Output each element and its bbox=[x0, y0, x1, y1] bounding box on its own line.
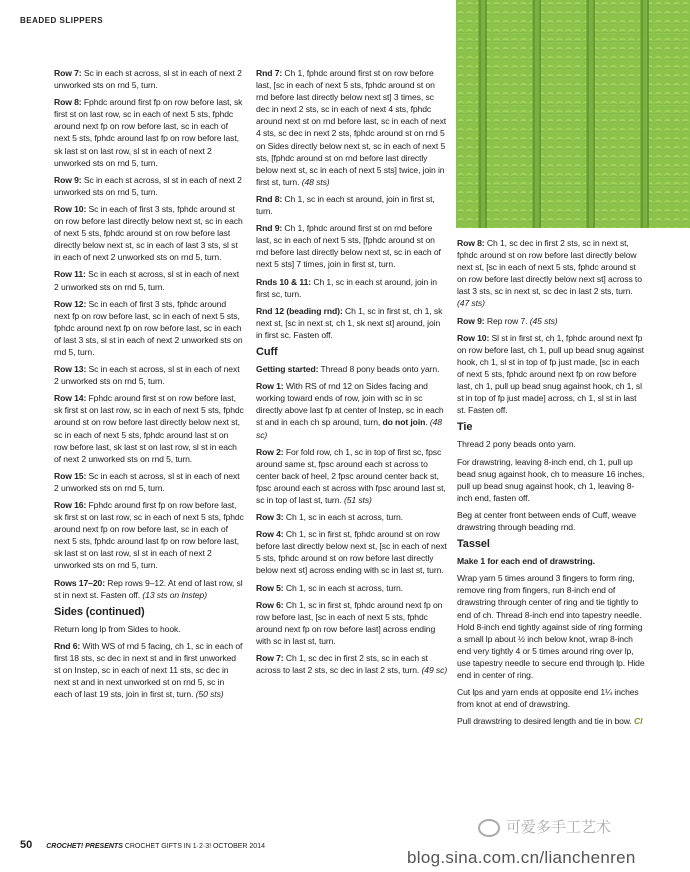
instruction-label: Row 5: bbox=[256, 582, 284, 593]
instruction-paragraph bbox=[256, 380, 448, 440]
instruction-label: Row 14: bbox=[54, 393, 87, 404]
instruction-paragraph bbox=[54, 203, 244, 263]
instruction-label: Row 16: bbox=[54, 500, 87, 510]
instruction-paragraph bbox=[256, 599, 448, 647]
instruction-label: Row 8: bbox=[457, 238, 485, 248]
instruction-paragraph bbox=[256, 528, 448, 576]
instruction-paragraph bbox=[54, 577, 244, 601]
instruction-label: Row 7: bbox=[54, 68, 82, 78]
instruction-text: Ch 1, fphdc around first st on row before last, [sc in each of next 5 sts, fphdc around st on rnd before last directly below next st] 3 times, sc dec in next 2 sts, sc in each of next 4 sts, fphdc around next st on rnd before last, sc in each of next 4 sts, sc dec in next 2 sts, fphdc around st on rnd 5 on Sides directly below next st, sc in each of next 5 sts, [fphdc around st on rnd before last directly below next st, sc in each of next 5 sts] twice, join in first st, turn. bbox=[256, 68, 447, 187]
instruction-text: Ch 1, sc dec in first 2 sts, sc in next st, fphdc around st on row before last directly below next st, [sc in each of next 5 sts, fphdc around st on row before last directly below next st] across to last 3 sts, sc in next st, sc dec in last 2 sts, turn. bbox=[457, 238, 642, 297]
section-heading: Tassel bbox=[457, 538, 490, 551]
instruction-text: With WS of rnd 5 facing, ch 1, sc in each of first 18 sts, sc dec in next st and in first unworked st on Instep, sc in each of next 11 sts, sc dec in next st and in next unworked st on rnd 5, sc in each of last 19 sts, join in first st, turn. bbox=[54, 640, 243, 700]
section-heading: Cuff bbox=[256, 345, 278, 358]
instruction-text: Sc in each st across, sl st in each of next 2 unworked sts on rnd 5, turn. bbox=[54, 68, 242, 91]
instruction-emphasis: do not join bbox=[382, 417, 426, 428]
instruction-text: Ch 1, sc in each st around, join in first sc, turn. bbox=[256, 276, 437, 299]
instruction-label: Rnd 8: bbox=[256, 193, 283, 204]
instruction-paragraph bbox=[457, 555, 647, 567]
page-number: 50 bbox=[20, 839, 33, 851]
instruction-text: For drawstring, leaving 8-inch end, ch 1, pull up bead snug against hook, ch to measure 16 inches, pull up bead snug against hook, ch 1, leaving 8-inch end, fasten off. bbox=[457, 456, 645, 503]
instruction-paragraph bbox=[256, 305, 448, 341]
instruction-paragraph bbox=[457, 715, 647, 727]
instruction-text: Fphdc around first st on row before last, sk first st on last row, sc in each of next 5 sts, fphdc around st on row before last directly below next st, sc in each of next 5 sts, fphdc around last st on row before last, sk last st on last row, sl st in each of next 2 unworked sts on rnd 5, turn. bbox=[54, 393, 244, 464]
instruction-paragraph bbox=[54, 67, 244, 91]
instruction-label: Row 8: bbox=[54, 97, 82, 108]
column-2 bbox=[256, 67, 448, 681]
instruction-label: Row 15: bbox=[54, 470, 87, 481]
instruction-text: Ch 1, fphdc around first st on rnd before last, sc in each of next 5 sts, [fphdc around st on rnd before last directly below next st, sc in each of next 5 sts] 7 times, join in first st, turn. bbox=[256, 223, 441, 270]
issue-info: CROCHET GIFTS IN 1·2·3! OCTOBER 2014 bbox=[122, 843, 265, 850]
instruction-label: Row 9: bbox=[457, 315, 485, 326]
instruction-label: Rnds 10 & 11: bbox=[256, 276, 312, 287]
instruction-paragraph bbox=[256, 193, 448, 217]
instruction-text: Sl st in first st, ch 1, fphdc around next fp on row before last, ch 1, pull up bead snug against hook, ch 1, sl st in top of fp just made, [sc in each of next 5 sts, fphdc around next fp on row before last, ch 1, pull up bead snug against hook, ch 1, sl st in top of fp just made] across, ch 1, sl st in last st. Fasten off. bbox=[457, 332, 644, 416]
instruction-text: Ch 1, sc dec in first 2 sts, sc in each st across to last 2 sts, sc dec in last 2 sts, turn. bbox=[256, 653, 428, 676]
instruction-paragraph bbox=[54, 174, 244, 198]
instruction-text: Ch 1, sc in each st across, turn. bbox=[283, 582, 403, 593]
instruction-paragraph bbox=[457, 509, 647, 533]
stitch-count: (47 sts) bbox=[457, 298, 485, 309]
instruction-paragraph bbox=[256, 582, 448, 594]
instruction-text: Return long lp from Sides to hook. bbox=[54, 623, 181, 634]
section-header: BEADED SLIPPERS bbox=[20, 16, 104, 25]
instruction-text: Sc in each of first 3 sts, fphdc around st on row before last directly below next st, sc in each of next 5 sts, fphdc around st on row before last directly below next st, sc in each of last 3 sts, sl st in each of next 2 unworked sts on rnd 5, turn. bbox=[54, 203, 243, 263]
instruction-text: Cut lps and yarn ends at opposite end 1¼ inches from knot at end of drawstring. bbox=[457, 687, 639, 710]
instruction-text: Thread 8 pony beads onto yarn. bbox=[318, 364, 440, 375]
instruction-label: Row 4: bbox=[256, 529, 284, 540]
page-footer bbox=[20, 839, 265, 851]
instruction-text: Thread 2 pony beads onto yarn. bbox=[457, 439, 576, 450]
stitch-count: (48 sc) bbox=[256, 417, 442, 440]
stitch-count: (50 sts) bbox=[195, 689, 224, 700]
instruction-text: Fphdc around first fp on row before last, sk first st on last row, sc in each of next 5 sts, fphdc around next fp on row before last, sc in each of next 5 sts, fphdc around last fp on row before last, sk last st on last row, sl st in each of next 2 unworked sts on rnd 5, turn. bbox=[54, 500, 244, 571]
instruction-paragraph bbox=[256, 276, 448, 300]
instruction-paragraph bbox=[256, 67, 448, 188]
instruction-paragraph bbox=[457, 438, 647, 450]
instruction-paragraph bbox=[256, 652, 448, 676]
instruction-paragraph bbox=[54, 392, 244, 465]
instruction-paragraph bbox=[54, 470, 244, 494]
instruction-label: Row 2: bbox=[256, 446, 284, 457]
instruction-paragraph bbox=[457, 456, 647, 504]
instruction-paragraph bbox=[54, 640, 244, 700]
instruction-label: Rnd 12 (beading rnd): bbox=[256, 305, 343, 316]
instruction-text: Wrap yarn 5 times around 3 fingers to form ring, remove ring from fingers, run 8-inch end of drawstring through center of ring and tie tightly to end of ch. Thread 8-inch end into tapestry needle. Hold 8-inch end tightly against side of ring forming a small lp about ½ inch below knot, wrap 8-inch end very tightly 4 or 5 times around ring over lp, use tapestry needle to secure end through lp. Hide end in center of ring. bbox=[457, 573, 645, 680]
instruction-paragraph bbox=[457, 332, 647, 417]
instruction-label: Row 11: bbox=[54, 269, 86, 280]
instruction-text: Sc in each st across, sl st in each of next 2 unworked sts on rnd 5, turn. bbox=[54, 364, 240, 387]
magazine-name: CROCHET! PRESENTS bbox=[46, 843, 123, 850]
instruction-paragraph bbox=[457, 237, 647, 310]
instruction-text: Rep rows 9–12. At end of last row, sl st in next st. Fasten off. bbox=[54, 577, 243, 600]
instruction-paragraph bbox=[256, 511, 448, 523]
instruction-label: Row 10: bbox=[457, 332, 490, 343]
instruction-paragraph bbox=[457, 686, 647, 710]
instruction-paragraph bbox=[256, 363, 448, 375]
instruction-label: Row 7: bbox=[256, 653, 284, 664]
instruction-label: Row 3: bbox=[256, 512, 284, 523]
instruction-text: Pull drawstring to desired length and tie in bow. bbox=[457, 716, 635, 727]
instruction-paragraph bbox=[54, 268, 244, 292]
stitch-count: (48 sts) bbox=[301, 176, 330, 187]
instruction-label: Rnd 7: bbox=[256, 68, 283, 78]
instruction-label: Getting started: bbox=[256, 364, 319, 375]
column-3 bbox=[457, 237, 647, 732]
instruction-paragraph bbox=[54, 499, 244, 572]
instruction-label: Rnd 6: bbox=[54, 640, 81, 651]
instruction-text: Sc in each of first 3 sts, fphdc around next fp on row before last, sc in each of next 5 sts, fphdc around next fp on row before last, sc in each of last 3 sts, sl st in each of next 2 unworked sts on rnd 5, turn. bbox=[54, 298, 243, 357]
wechat-icon bbox=[478, 819, 500, 837]
instruction-text: Sc in each st across, sl st in each of next 2 unworked sts on rnd 5, turn. bbox=[54, 174, 242, 197]
column-1 bbox=[54, 67, 244, 705]
instruction-text: Beg at center front between ends of Cuff, weave drawstring through beading rnd. bbox=[457, 509, 637, 532]
instruction-text: Ch 1, sc in first st, fphdc around next fp on row before last, [sc in each of next 5 sts, fphdc around next fp on row before last] across ending with sc in last st, turn. bbox=[256, 599, 443, 646]
instruction-label: Row 12: bbox=[54, 298, 87, 309]
instruction-text: Ch 1, sc in each st around, join in first st, turn. bbox=[256, 193, 435, 217]
instruction-text: Rep row 7. bbox=[484, 315, 530, 326]
instruction-label: Row 13: bbox=[54, 364, 87, 375]
instruction-text: . bbox=[425, 417, 430, 428]
instruction-paragraph bbox=[54, 623, 244, 635]
instruction-label: Row 9: bbox=[54, 174, 82, 185]
instruction-label: Row 10: bbox=[54, 203, 87, 214]
stitch-count: (45 sts) bbox=[529, 315, 558, 326]
instruction-paragraph bbox=[256, 222, 448, 270]
instruction-text: Ch 1, sc in first st, ch 1, sk next st, [sc in next st, ch 1, sk next st] around, join in first sc. Fasten off. bbox=[256, 305, 443, 340]
instruction-subheading: Make 1 for each end of drawstring. bbox=[457, 556, 595, 567]
instruction-paragraph bbox=[54, 363, 244, 387]
instruction-label: Rnd 9: bbox=[256, 223, 283, 234]
section-heading: Tie bbox=[457, 421, 473, 434]
instruction-paragraph bbox=[54, 96, 244, 169]
stitch-count: (13 sts on Instep) bbox=[142, 589, 207, 600]
stitch-count: (49 sc) bbox=[421, 665, 448, 676]
instruction-paragraph bbox=[457, 572, 647, 681]
end-mark-logo: CI bbox=[634, 716, 643, 727]
instruction-label: Row 1: bbox=[256, 381, 284, 392]
blog-watermark: blog.sina.com.cn/lianchenren bbox=[407, 848, 636, 867]
instruction-label: Rows 17–20: bbox=[54, 577, 105, 588]
wechat-watermark-text: 可爱多手工艺术 bbox=[506, 819, 612, 836]
instruction-paragraph bbox=[54, 298, 244, 358]
instruction-text: Ch 1, sc in first st, fphdc around st on row before last directly below next st, [sc in each of next 5 sts, fphdc around st on row before last directly below next st] across ending with sc in last st, turn. bbox=[256, 529, 447, 576]
wechat-watermark bbox=[478, 816, 611, 837]
instruction-text: Sc in each st across, sl st in each of next 2 unworked sts on rnd 5, turn. bbox=[54, 269, 240, 292]
stitch-photo bbox=[456, 0, 690, 228]
stitch-count: (51 sts) bbox=[343, 495, 372, 505]
instruction-text: Sc in each st across, sl st in each of next 2 unworked sts on rnd 5, turn. bbox=[54, 470, 240, 493]
instruction-text: Fphdc around first fp on row before last, sk first st on last row, sc in each of next 5 sts, fphdc around next fp on row before last, sc in each of next 5 sts, fphdc around last fp on row before last, sk last st on last row, sl st in each of next 2 unworked sts on rnd 5, turn. bbox=[54, 97, 243, 168]
instruction-text: For fold row, ch 1, sc in top of first sc, fpsc around same st, fpsc around each st across to center back of heel, 2 fpsc around center back st, fpsc around each st across with fpsc around last st, sc in top of last st, turn. bbox=[256, 446, 446, 505]
instruction-paragraph bbox=[457, 315, 647, 327]
instruction-text: With RS of rnd 12 on Sides facing and working toward ends of row, join with sc in sc directly above last fp at center of Instep, sc in each st and in each ch sp around, turn, bbox=[256, 381, 444, 428]
instruction-label: Row 6: bbox=[256, 599, 284, 610]
section-heading: Sides (continued) bbox=[54, 605, 145, 618]
instruction-text: Ch 1, sc in each st across, turn. bbox=[283, 512, 403, 523]
instruction-paragraph bbox=[256, 446, 448, 506]
green-stitch-texture-image bbox=[456, 0, 690, 228]
